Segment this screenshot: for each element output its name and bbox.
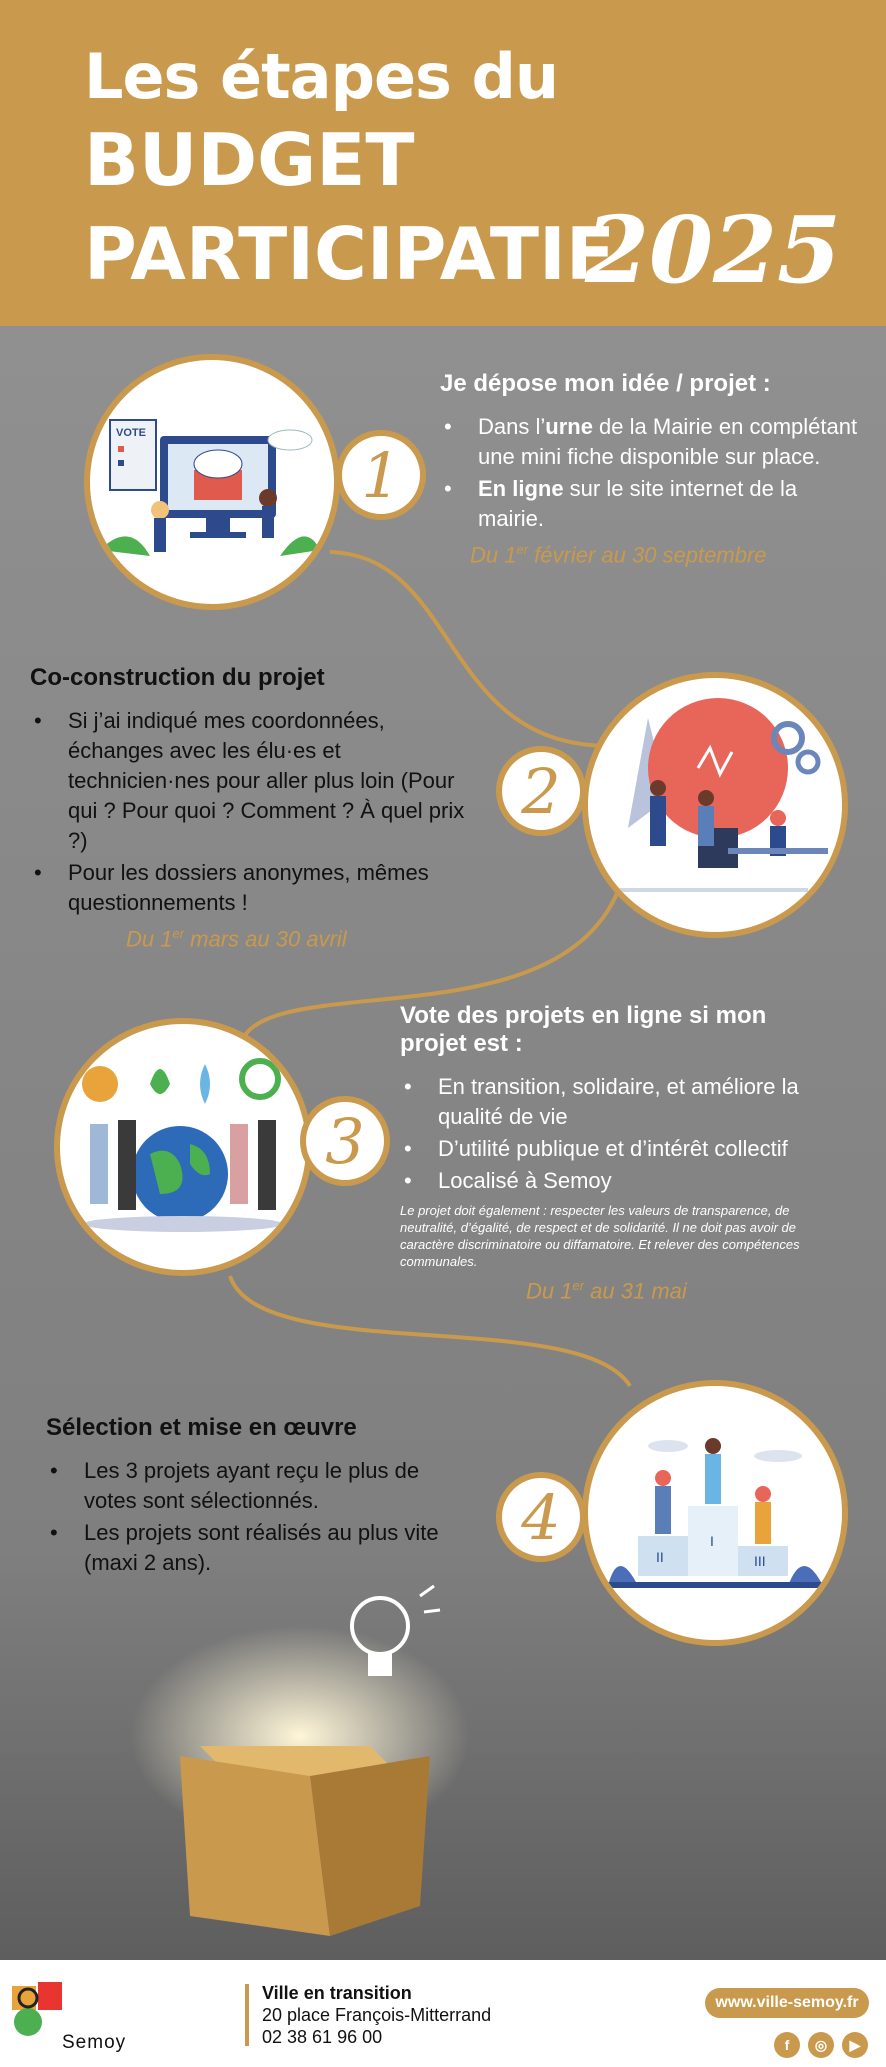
steps-section	[0, 326, 886, 1960]
step4-bullet-1: • Les 3 projets ayant reçu le plus de votes sont sélectionnés.	[46, 1456, 466, 1516]
step2-title: Co-construction du projet	[30, 664, 325, 691]
instagram-icon[interactable]: ◎	[808, 2032, 834, 2058]
step3-bullet-2: • D’utilité publique et d’intérêt collectif	[400, 1134, 836, 1164]
logo-name: Semoy	[62, 2032, 127, 2053]
footer-line-2: 20 place François-Mitterrand	[262, 2005, 492, 2025]
footer	[0, 1960, 886, 2067]
title-line-2: BUDGET	[84, 118, 415, 202]
step3-illustration	[54, 1018, 312, 1276]
step1-title: Je dépose mon idée / projet :	[440, 370, 771, 397]
step1-bullet-2: • En ligne sur le site internet de la mairie.	[440, 474, 860, 534]
step2-bullet-1: • Si j’ai indiqué mes coordonnées, échanges avec les élu·es et technicien·nes pour aller plus loin (Pour qui ? Pour quoi ? Comment ? À quel prix ?)	[30, 706, 480, 856]
website-link[interactable]: www.ville-semoy.fr	[705, 1988, 869, 2018]
footer-divider	[245, 1984, 249, 2046]
gift-box-lightbulb-illustration	[130, 1556, 550, 1956]
step4-bullet-2: • Les projets sont réalisés au plus vite (maxi 2 ans).	[46, 1518, 466, 1578]
podium-first-label: I	[710, 1533, 714, 1549]
step1-illustration	[84, 354, 340, 610]
step4-number: 4	[496, 1472, 586, 1562]
step3-title: Vote des projets en ligne si mon projet est :	[400, 1002, 767, 1057]
step3-number: 3	[300, 1096, 390, 1186]
step2-bullet-2: • Pour les dossiers anonymes, mêmes questionnements !	[30, 858, 480, 918]
step3-note: Le projet doit également : respecter les valeurs de transparence, de neutralité, d’égalité, de respect et de solidarité. Il ne doit pas avoir de caractère discriminatoire ou diffamatoire. Et relever des compétences communales.	[400, 1203, 800, 1269]
step2-number: 2	[496, 746, 586, 836]
podium-second-label: II	[656, 1549, 664, 1565]
header-banner	[0, 0, 886, 326]
step1-bullet-1: • Dans l’urne de la Mairie en complétant une mini fiche disponible sur place.	[440, 412, 860, 472]
step3-bullet-3: • Localisé à Semoy	[400, 1166, 836, 1196]
facebook-icon[interactable]: f	[774, 2032, 800, 2058]
step4-illustration	[582, 1380, 848, 1646]
step1-number: 1	[336, 430, 426, 520]
step3-text	[400, 1002, 836, 1304]
footer-line-1: Ville en transition	[262, 1983, 412, 2003]
step1-date: Du 1er février au 30 septembre	[470, 542, 767, 568]
step1-text	[440, 370, 860, 568]
step2-illustration	[582, 672, 848, 938]
title-line-3: PARTICIPATIF	[84, 212, 615, 296]
podium-third-label: III	[754, 1553, 766, 1569]
semoy-logo	[10, 1978, 66, 2038]
step3-date: Du 1er au 31 mai	[526, 1278, 687, 1304]
footer-contact	[262, 1982, 491, 2048]
vote-sheet-label: VOTE	[116, 427, 146, 439]
youtube-icon[interactable]: ▶	[842, 2032, 868, 2058]
step4-title: Sélection et mise en œuvre	[46, 1414, 357, 1441]
title-line-1: Les étapes du	[84, 40, 559, 113]
step2-date: Du 1er mars au 30 avril	[126, 926, 347, 952]
footer-line-3: 02 38 61 96 00	[262, 2027, 383, 2047]
step2-text	[30, 664, 480, 952]
title-year: 2025	[585, 196, 842, 304]
step3-bullet-1: • En transition, solidaire, et améliore la qualité de vie	[400, 1072, 836, 1132]
